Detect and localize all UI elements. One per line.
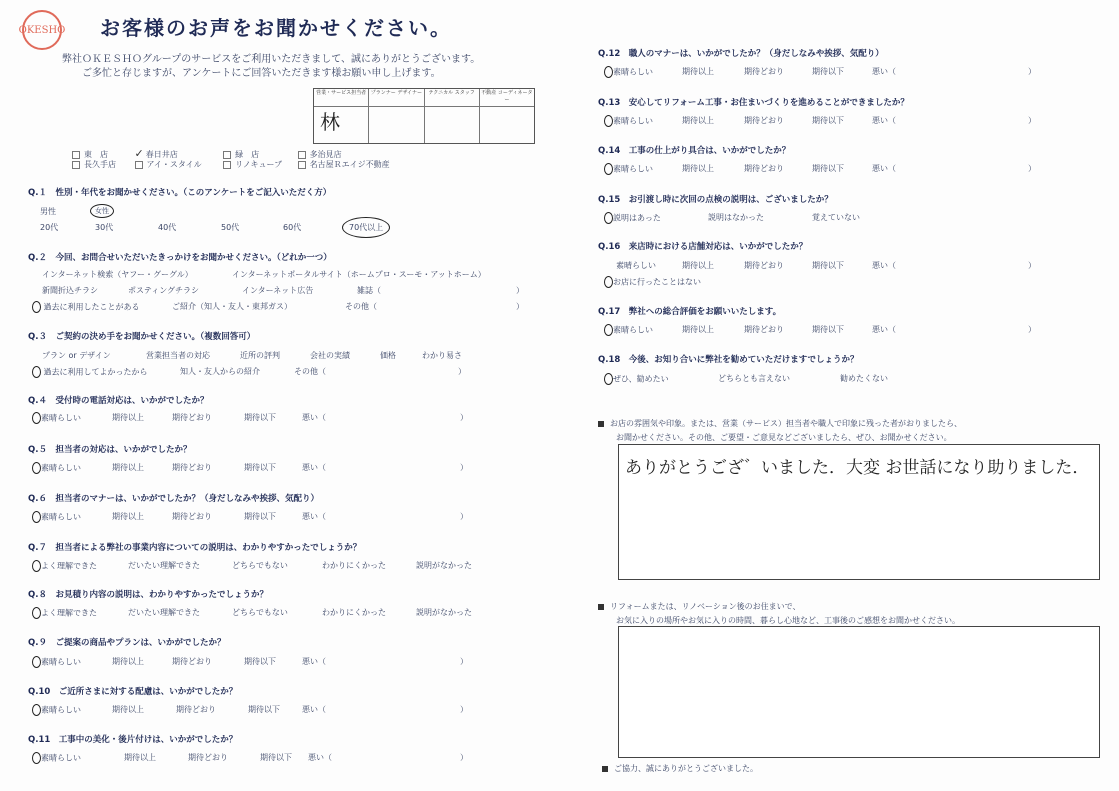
rating-option[interactable]: 期待以下 <box>812 116 844 125</box>
bullet-square-icon <box>598 421 604 427</box>
option[interactable]: インターネット広告 <box>242 286 314 295</box>
option[interactable]: その他（ <box>294 367 326 376</box>
selected-circle-icon <box>32 607 41 619</box>
selected-circle-icon <box>32 704 41 716</box>
comment-1-answer: ありがとうござ゛いました．大変 お世話になり助りました． <box>625 458 1090 478</box>
staff-technical-value[interactable] <box>425 107 479 143</box>
option[interactable]: インターネットポータルサイト（ホームプロ・スーモ・アットホーム） <box>232 270 486 279</box>
paren: ） <box>460 753 468 762</box>
understand-option[interactable]: どちらでもない <box>232 608 288 617</box>
question-17: Q.17 弊社への総合評価をお願いいたします。 <box>598 307 782 317</box>
check-icon[interactable]: ✓ <box>134 147 144 160</box>
option[interactable]: どちらとも言えない <box>718 374 790 383</box>
store-checkbox[interactable] <box>298 161 306 169</box>
rating-option[interactable]: 素晴らしい <box>41 413 81 423</box>
rating-option[interactable]: 期待以上 <box>682 261 714 270</box>
option[interactable]: 近所の評判 <box>240 351 280 360</box>
selected-circle-icon <box>32 366 41 378</box>
rating-option[interactable]: 期待以上 <box>124 753 156 762</box>
rating-option[interactable]: 期待以下 <box>244 413 276 422</box>
staff-sales-value[interactable]: 林 <box>320 110 340 134</box>
store-row-2: 長久手店 アイ・スタイル リノキューブ 名古屋Ｒエイジ不動産 <box>72 159 390 170</box>
paren: ） <box>1028 67 1036 76</box>
option[interactable]: 勧めたくない <box>840 374 888 383</box>
question-14: Q.14 工事の仕上がり具合は、いかがでしたか？ <box>598 146 791 156</box>
selected-circle-icon <box>32 752 41 764</box>
question-16: Q.16 来店時における店舗対応は、いかがでしたか？ <box>598 242 808 252</box>
age-60[interactable]: 60代 <box>283 223 302 232</box>
page-title: お客様のお声をお聞かせください。 <box>100 16 452 40</box>
age-50[interactable]: 50代 <box>221 223 240 232</box>
staff-header-sales: 営業・サービス担当者 <box>314 89 368 107</box>
paren: ） <box>458 367 466 376</box>
rating-option[interactable]: 悪い（ <box>302 705 326 714</box>
intro-line-1: 弊社ＯＫＥＳＨＯグループのサービスをご利用いただきまして、誠にありがとうございます。 <box>62 54 481 65</box>
store-checkbox[interactable] <box>223 161 231 169</box>
question-2: Q.２ 今回、お問合せいただいたきっかけをお聞かせください。（どれか一つ） <box>28 253 332 263</box>
understand-option[interactable]: よく理解できた <box>41 561 97 571</box>
question-11: Q.11 工事中の美化・後片付けは、いかがでしたか？ <box>28 735 238 745</box>
age-selected[interactable]: 70代以上 <box>342 217 390 238</box>
selected-circle-icon <box>604 212 613 224</box>
company-stamp: OKESHO <box>22 10 62 50</box>
age-20[interactable]: 20代 <box>40 223 59 232</box>
rating-option[interactable]: 素晴らしい <box>613 116 653 126</box>
paren: ） <box>460 463 468 472</box>
rating-option[interactable]: 期待どおり <box>176 705 216 714</box>
staff-table <box>313 88 535 144</box>
comment-2-prompt: リフォームまたは、リノベーション後のお住まいで、 <box>610 602 801 611</box>
selected-circle-icon <box>604 276 613 288</box>
gender-selected[interactable]: 女性 <box>90 204 114 218</box>
rating-option[interactable]: 悪い（ <box>872 261 896 270</box>
option[interactable]: お店に行ったことはない <box>613 277 701 287</box>
rating-option[interactable]: 期待どおり <box>744 325 784 334</box>
option[interactable]: 過去に利用したことがある <box>43 302 140 312</box>
paren: ） <box>516 286 524 295</box>
option[interactable]: 営業担当者の対応 <box>146 351 210 360</box>
staff-realestate-value[interactable] <box>480 107 534 143</box>
store-checkbox[interactable] <box>72 161 80 169</box>
rating-option[interactable]: 期待以下 <box>244 657 276 666</box>
rating-option[interactable]: 期待以上 <box>682 325 714 334</box>
rating-option[interactable]: 悪い（ <box>302 463 326 472</box>
rating-option[interactable]: 素晴らしい <box>41 705 81 715</box>
store-checkbox[interactable] <box>298 151 306 159</box>
rating-option[interactable]: 期待以下 <box>248 705 280 714</box>
rating-option[interactable]: 期待どおり <box>172 463 212 472</box>
rating-option[interactable]: 期待以上 <box>112 705 144 714</box>
rating-option[interactable]: 期待どおり <box>744 261 784 270</box>
rating-option[interactable]: 期待以下 <box>260 753 292 762</box>
staff-planner-value[interactable] <box>369 107 423 143</box>
understand-option[interactable]: わかりにくかった <box>322 608 386 617</box>
option[interactable]: インターネット検索（ヤフー・グーグル） <box>42 270 193 279</box>
rating-option[interactable]: 期待どおり <box>172 512 212 521</box>
option[interactable]: 説明はあった <box>613 213 661 223</box>
closing-message: ご協力、誠にありがとうございました。 <box>614 764 758 773</box>
rating-option[interactable]: 期待以上 <box>112 512 144 521</box>
comment-1-prompt-2: お聞かせください。その他、ご要望・ご意見などございましたら、ぜひ、お聞かせください。 <box>616 433 952 442</box>
question-4: Q.４ 受付時の電話対応は、いかがでしたか？ <box>28 396 209 406</box>
option[interactable]: ポスティングチラシ <box>128 286 200 295</box>
selected-circle-icon <box>604 163 613 175</box>
circle-icon <box>604 115 613 127</box>
option[interactable]: わかり易さ <box>422 351 462 360</box>
selected-circle-icon <box>32 511 41 523</box>
rating-option[interactable]: 期待以上 <box>112 463 144 472</box>
selected-circle-icon <box>32 560 41 572</box>
rating-option[interactable]: 期待以上 <box>682 164 714 173</box>
gender-label: 男性 <box>40 207 56 216</box>
rating-option[interactable]: 期待以上 <box>682 67 714 76</box>
question-12: Q.12 職人のマナーは、いかがでしたか？（身だしなみや挨拶、気配り） <box>598 49 884 59</box>
rating-option[interactable]: 期待どおり <box>744 164 784 173</box>
store-checkbox[interactable] <box>223 151 231 159</box>
question-15: Q.15 お引渡し時に次回の点検の説明は、ございましたか？ <box>598 195 833 205</box>
rating-option[interactable]: 素晴らしい <box>41 463 81 473</box>
store-checkbox[interactable] <box>135 161 143 169</box>
rating-option[interactable]: 素晴らしい <box>613 325 653 335</box>
rating-option[interactable]: 悪い（ <box>872 325 896 334</box>
rating-option[interactable]: 悪い（ <box>872 67 896 76</box>
question-5: Q.５ 担当者の対応は、いかがでしたか？ <box>28 445 192 455</box>
question-7: Q.７ 担当者による弊社の事業内容についての説明は、わかりやすかったでしょうか？ <box>28 543 362 553</box>
selected-circle-icon <box>604 324 613 336</box>
rating-option[interactable]: 期待以上 <box>112 657 144 666</box>
rating-option[interactable]: 素晴らしい <box>613 67 653 77</box>
rating-option[interactable]: 素晴らしい <box>41 753 81 763</box>
selected-circle-icon <box>32 412 41 424</box>
paren: ） <box>1028 261 1036 270</box>
rating-option[interactable]: 素晴らしい <box>616 261 656 270</box>
option[interactable]: 過去に利用してよかったから <box>43 367 148 377</box>
rating-option[interactable]: 期待どおり <box>172 413 212 422</box>
rating-option[interactable]: 悪い（ <box>872 116 896 125</box>
rating-option[interactable]: 期待以下 <box>244 512 276 521</box>
bullet-square-icon <box>602 766 608 772</box>
store-checkbox[interactable] <box>72 151 80 159</box>
question-13: Q.13 安心してリフォーム工事・お住まいづくりを進めることができましたか？ <box>598 98 909 108</box>
staff-header-planner: プランナー デザイナー <box>369 89 423 107</box>
rating-option[interactable]: 期待どおり <box>172 657 212 666</box>
paren: ） <box>1028 116 1036 125</box>
comment-2-textarea[interactable] <box>618 626 1100 758</box>
comment-1-textarea[interactable] <box>618 444 1100 580</box>
rating-option[interactable]: 期待以下 <box>812 67 844 76</box>
rating-option[interactable]: 悪い（ <box>872 164 896 173</box>
rating-option[interactable]: 期待以上 <box>112 413 144 422</box>
bullet-square-icon <box>598 604 604 610</box>
option[interactable]: その他（ <box>345 302 377 311</box>
question-10: Q.10 ご近所さまに対する配慮は、いかがでしたか？ <box>28 687 238 697</box>
rating-option[interactable]: 期待以下 <box>812 261 844 270</box>
selected-circle-icon <box>604 373 613 385</box>
option[interactable]: 新聞折込チラシ <box>42 286 98 295</box>
question-3: Q.３ ご契約の決め手をお聞かせください。（複数回答可） <box>28 332 256 342</box>
understand-option[interactable]: だいたい理解できた <box>128 561 200 570</box>
store-row-1: 東 店 ✓ 春日井店 緑 店 多治見店 <box>72 147 342 160</box>
understand-option[interactable]: 説明がなかった <box>416 608 472 617</box>
circle-icon <box>604 66 613 78</box>
rating-option[interactable]: 悪い（ <box>302 657 326 666</box>
option[interactable]: 説明はなかった <box>708 213 764 222</box>
paren: ） <box>1028 164 1036 173</box>
paren: ） <box>460 512 468 521</box>
option[interactable]: 雑誌（ <box>357 286 381 295</box>
selected-circle-icon <box>32 656 41 668</box>
paren: ） <box>460 705 468 714</box>
age-30[interactable]: 30代 <box>95 223 114 232</box>
option[interactable]: 知人・友人からの紹介 <box>180 367 260 376</box>
rating-option[interactable]: 期待以下 <box>244 463 276 472</box>
option[interactable]: ぜひ、勧めたい <box>613 374 669 384</box>
rating-option[interactable]: 素晴らしい <box>613 164 653 174</box>
rating-option[interactable]: 期待どおり <box>744 116 784 125</box>
staff-header-realestate: 不動産 コーディネーター <box>480 89 534 107</box>
paren: ） <box>460 657 468 666</box>
question-18: Q.18 今後、お知り合いに弊社を勧めていただけますでしょうか？ <box>598 355 859 365</box>
option[interactable]: 価格 <box>380 351 396 360</box>
option[interactable]: プラン or デザイン <box>42 351 111 360</box>
question-9: Q.９ ご提案の商品やプランは、いかがでしたか？ <box>28 638 226 648</box>
paren: ） <box>1028 325 1036 334</box>
understand-option[interactable]: 説明がなかった <box>416 561 472 570</box>
selected-circle-icon <box>32 462 41 474</box>
question-8: Q.８ お見積り内容の説明は、わかりやすかったでしょうか？ <box>28 590 268 600</box>
option[interactable]: 覚えていない <box>812 213 860 222</box>
rating-option[interactable]: 素晴らしい <box>41 657 81 667</box>
rating-option[interactable]: 悪い（ <box>302 413 326 422</box>
question-1: Q.１ 性別・年代をお聞かせください。（このアンケートをご記入いただく方） <box>28 188 332 198</box>
option[interactable]: 会社の実績 <box>310 351 350 360</box>
paren: ） <box>516 302 524 311</box>
understand-option[interactable]: わかりにくかった <box>322 561 386 570</box>
rating-option[interactable]: 期待どおり <box>188 753 228 762</box>
option[interactable]: ご紹介（知人・友人・東邦ガス） <box>172 302 292 311</box>
question-6: Q.６ 担当者のマナーは、いかがでしたか？（身だしなみや挨拶、気配り） <box>28 494 319 504</box>
rating-option[interactable]: 期待以下 <box>812 325 844 334</box>
understand-option[interactable]: どちらでもない <box>232 561 288 570</box>
selected-circle-icon <box>32 301 41 313</box>
rating-option[interactable]: 期待以下 <box>812 164 844 173</box>
intro-line-2: ご多忙と存じますが、アンケートにご回答いただきます様お願い申し上げます。 <box>82 68 441 79</box>
age-40[interactable]: 40代 <box>158 223 177 232</box>
comment-1-prompt: お店の雰囲気や印象。または、営業（サービス）担当者や職人で印象に残った者がおりましたら、 <box>610 419 962 428</box>
comment-2-prompt-2: お気に入りの場所やお気に入りの時間、暮らし心地など、工事後のご感想をお聞かせください。 <box>616 616 960 625</box>
understand-option[interactable]: よく理解できた <box>41 608 97 618</box>
understand-option[interactable]: だいたい理解できた <box>128 608 200 617</box>
rating-option[interactable]: 期待どおり <box>744 67 784 76</box>
rating-option[interactable]: 悪い（ <box>308 753 332 762</box>
rating-option[interactable]: 素晴らしい <box>41 512 81 522</box>
rating-option[interactable]: 期待以上 <box>682 116 714 125</box>
staff-header-technical: テクニカル スタッフ <box>425 89 479 107</box>
paren: ） <box>460 413 468 422</box>
rating-option[interactable]: 悪い（ <box>302 512 326 521</box>
